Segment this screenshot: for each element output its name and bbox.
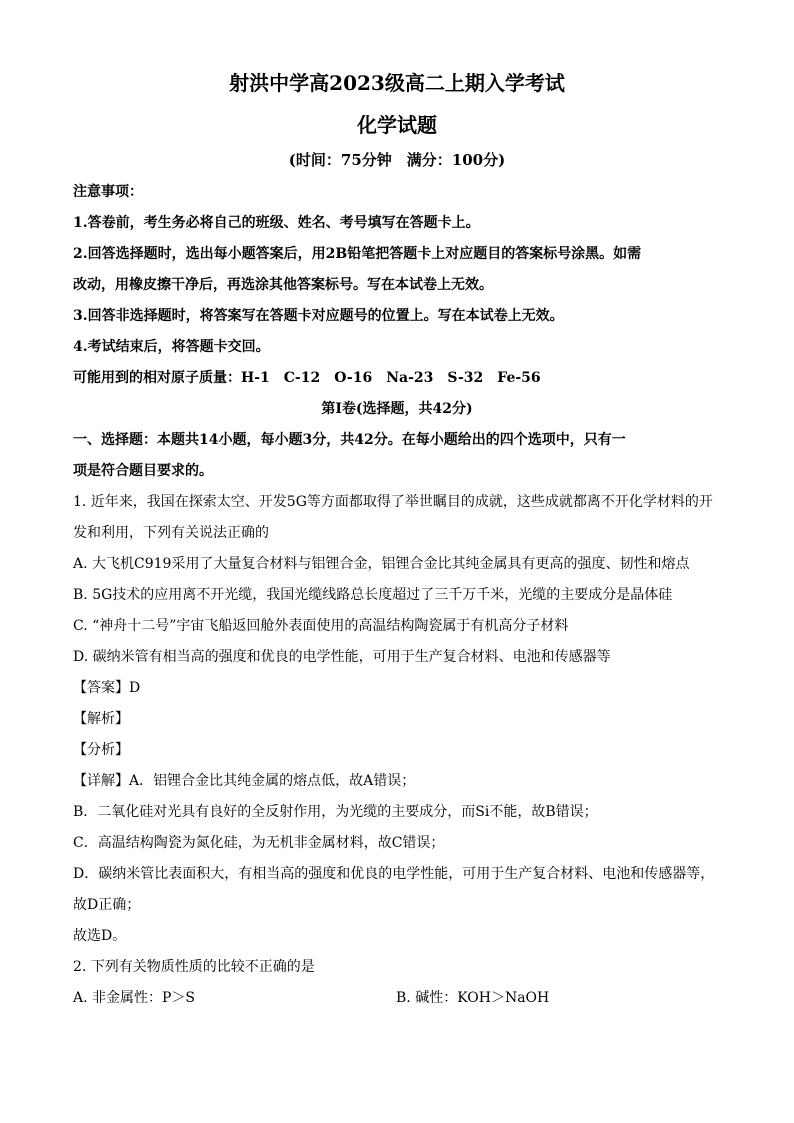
- notes-item-3: 3.回答非选择题时，将答案写在答题卡对应题号的位置上。写在本试卷上无效。: [73, 308, 564, 324]
- section-title: 第Ⅰ卷(选择题，共42分): [321, 401, 473, 417]
- exam-title: 射洪中学高2023级高二上期入学考试: [229, 71, 565, 95]
- q2-stem: 2. 下列有关物质性质的比较不正确的是: [73, 959, 315, 975]
- q1-detail-c: C．高温结构陶瓷为氮化硅，为无机非金属材料，故C错误；: [73, 835, 445, 851]
- atomic-masses: 可能用到的相对原子质量：H-1 C-12 O-16 Na-23 S-32 Fe-56: [73, 370, 541, 386]
- q1-option-a: A. 大飞机C919采用了大量复合材料与铝锂合金，铝锂合金比其纯金属具有更高的强度、韧性和熔点: [73, 556, 690, 572]
- detail-tag: 【详解】: [73, 773, 129, 789]
- q1-stem-line-1: 1. 近年来，我国在探索太空、开发5G等方面都取得了举世瞩目的成就，这些成就都离不开化学材料的开: [73, 494, 713, 510]
- time-note: (时间：75分钟 满分：100分): [288, 151, 506, 169]
- q1-option-c: C. “神舟十二号”宇宙飞船返回舱外表面使用的高温结构陶瓷属于有机高分子材料: [73, 618, 569, 634]
- section-instructions-line-2: 项是符合题目要求的。: [73, 463, 213, 479]
- notes-item-2-line-1: 2.回答选择题时，选出每小题答案后，用2B铅笔把答题卡上对应题目的答案标号涂黑。如需: [73, 246, 642, 262]
- subject-title: 化学试题: [357, 113, 437, 137]
- fenxi-tag: 【分析】: [73, 742, 129, 758]
- notes-item-2-line-2: 改动，用橡皮擦干净后，再选涂其他答案标号。写在本试卷上无效。: [73, 277, 493, 293]
- q1-conclusion: 故选D。: [73, 928, 127, 944]
- notes-item-1: 1.答卷前，考生务必将自己的班级、姓名、考号填写在答题卡上。: [73, 215, 480, 231]
- q1-option-b: B. 5G技术的应用离不开光缆，我国光缆线路总长度超过了三千万千米，光缆的主要成分是晶体硅: [73, 587, 673, 603]
- q1-detail-b: B．二氧化硅对光具有良好的全反射作用，为光缆的主要成分，而Si不能，故B错误；: [73, 804, 598, 820]
- q1-answer: [73, 678, 140, 698]
- answer-tag: 【答案】: [73, 680, 129, 696]
- notes-heading: 注意事项：: [73, 184, 143, 200]
- q1-option-d: D. 碳纳米管有相当高的强度和优良的电学性能，可用于生产复合材料、电池和传感器等: [73, 649, 611, 665]
- answer-value: D: [129, 680, 141, 696]
- analysis-tag: 【解析】: [73, 711, 129, 727]
- q2-option-b: B. 碱性：KOH＞NaOH: [396, 990, 550, 1006]
- section-instructions-line-1: 一、选择题：本题共14小题，每小题3分，共42分。在每小题给出的四个选项中，只有一: [73, 432, 626, 448]
- notes-item-4: 4.考试结束后，将答题卡交回。: [73, 339, 270, 355]
- q1-detail-d-line-1: D．碳纳米管比表面积大，有相当高的强度和优良的电学性能，可用于生产复合材料、电池和传感器等，: [73, 866, 715, 882]
- q1-detail-d-line-2: 故D正确；: [73, 897, 141, 913]
- detail-a-text: A．铝锂合金比其纯金属的熔点低，故A错误；: [129, 773, 416, 789]
- q2-option-a: A. 非金属性：P＞S: [73, 990, 196, 1006]
- q1-stem-line-2: 发和利用，下列有关说法正确的: [73, 525, 269, 541]
- q1-detail-a: [73, 771, 415, 791]
